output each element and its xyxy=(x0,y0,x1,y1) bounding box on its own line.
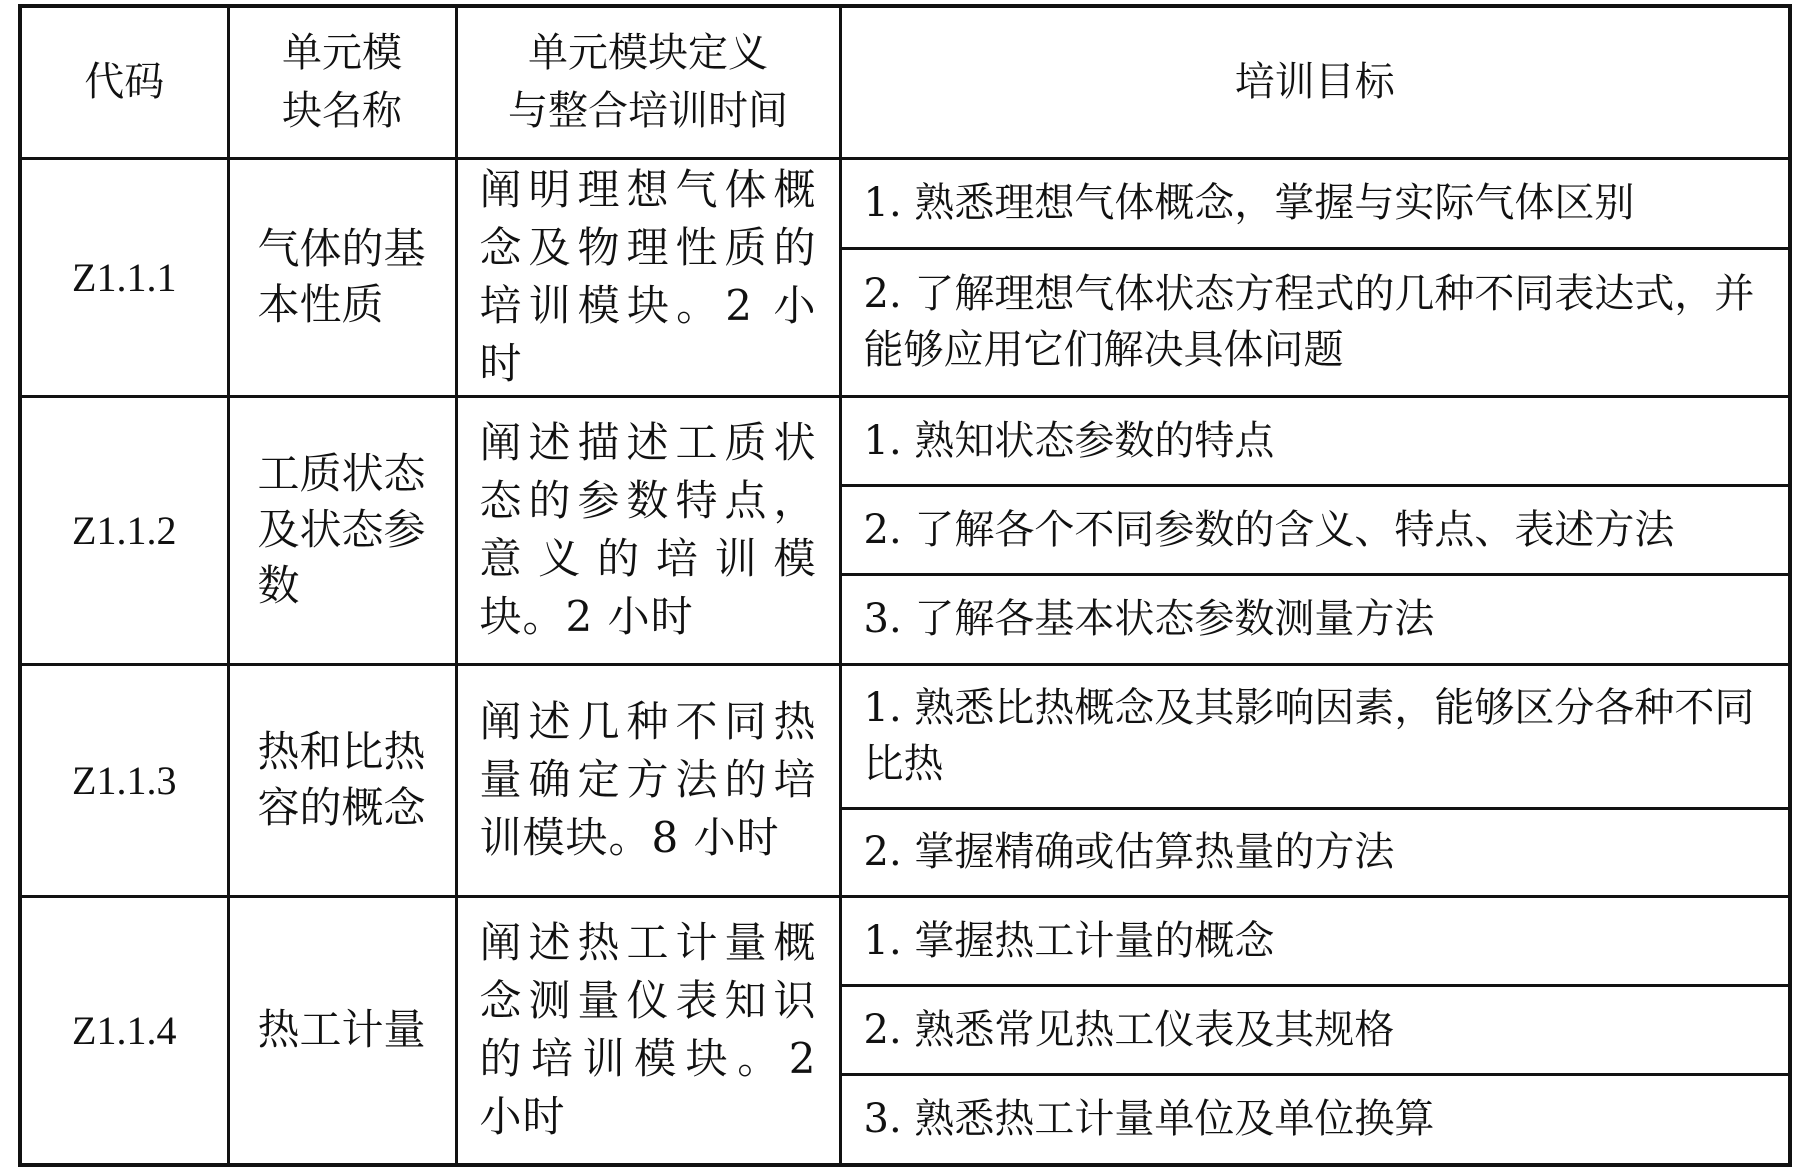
module-definition-cell: 阐述热工计量概念测量仪表知识的培训模块。2 小时 xyxy=(456,896,840,1165)
training-goal-cell: 1. 熟知状态参数的特点 xyxy=(840,396,1790,485)
table-row xyxy=(20,664,1790,808)
module-code-cell: Z1.1.3 xyxy=(20,664,228,896)
module-name-cell: 工质状态及状态参数 xyxy=(228,396,456,664)
module-name-cell: 气体的基本性质 xyxy=(228,158,456,396)
header-definition-line2: 与整合培训时间 xyxy=(508,88,788,135)
module-definition-cell: 阐明理想气体概念及物理性质的培训模块。2 小时 xyxy=(456,158,840,396)
table-row xyxy=(20,158,1790,248)
module-name-cell: 热和比热容的概念 xyxy=(228,664,456,896)
module-definition-cell: 阐述描述工质状态的参数特点，意义的培训模块。2 小时 xyxy=(456,396,840,664)
header-training-goals: 培训目标 xyxy=(840,6,1790,158)
header-module-name-line2: 块名称 xyxy=(282,88,402,135)
training-goal-cell: 3. 了解各基本状态参数测量方法 xyxy=(840,574,1790,664)
module-definition-cell: 阐述几种不同热量确定方法的培训模块。8 小时 xyxy=(456,664,840,896)
training-module-table-container xyxy=(18,4,1788,1166)
module-code-cell: Z1.1.2 xyxy=(20,396,228,664)
training-goal-cell: 1. 掌握热工计量的概念 xyxy=(840,896,1790,985)
training-goal-cell: 2. 了解各个不同参数的含义、特点、表述方法 xyxy=(840,485,1790,574)
module-name-cell: 热工计量 xyxy=(228,896,456,1165)
module-code-cell: Z1.1.4 xyxy=(20,896,228,1165)
training-goal-cell: 1. 熟悉理想气体概念，掌握与实际气体区别 xyxy=(840,158,1790,248)
table-row xyxy=(20,396,1790,485)
table-header-row xyxy=(20,6,1790,158)
training-module-table xyxy=(18,4,1792,1167)
training-goal-cell: 2. 熟悉常见热工仪表及其规格 xyxy=(840,985,1790,1074)
training-goal-cell: 2. 了解理想气体状态方程式的几种不同表达式，并能够应用它们解决具体问题 xyxy=(840,248,1790,396)
header-code: 代码 xyxy=(20,6,228,158)
header-definition-line1: 单元模块定义 xyxy=(528,30,768,77)
training-goal-cell: 3. 熟悉热工计量单位及单位换算 xyxy=(840,1074,1790,1165)
module-code-cell: Z1.1.1 xyxy=(20,158,228,396)
table-row xyxy=(20,896,1790,985)
header-definition xyxy=(456,6,840,158)
header-module-name-line1: 单元模 xyxy=(282,30,402,77)
header-module-name xyxy=(228,6,456,158)
training-goal-cell: 1. 熟悉比热概念及其影响因素，能够区分各种不同比热 xyxy=(840,664,1790,808)
training-goal-cell: 2. 掌握精确或估算热量的方法 xyxy=(840,808,1790,896)
